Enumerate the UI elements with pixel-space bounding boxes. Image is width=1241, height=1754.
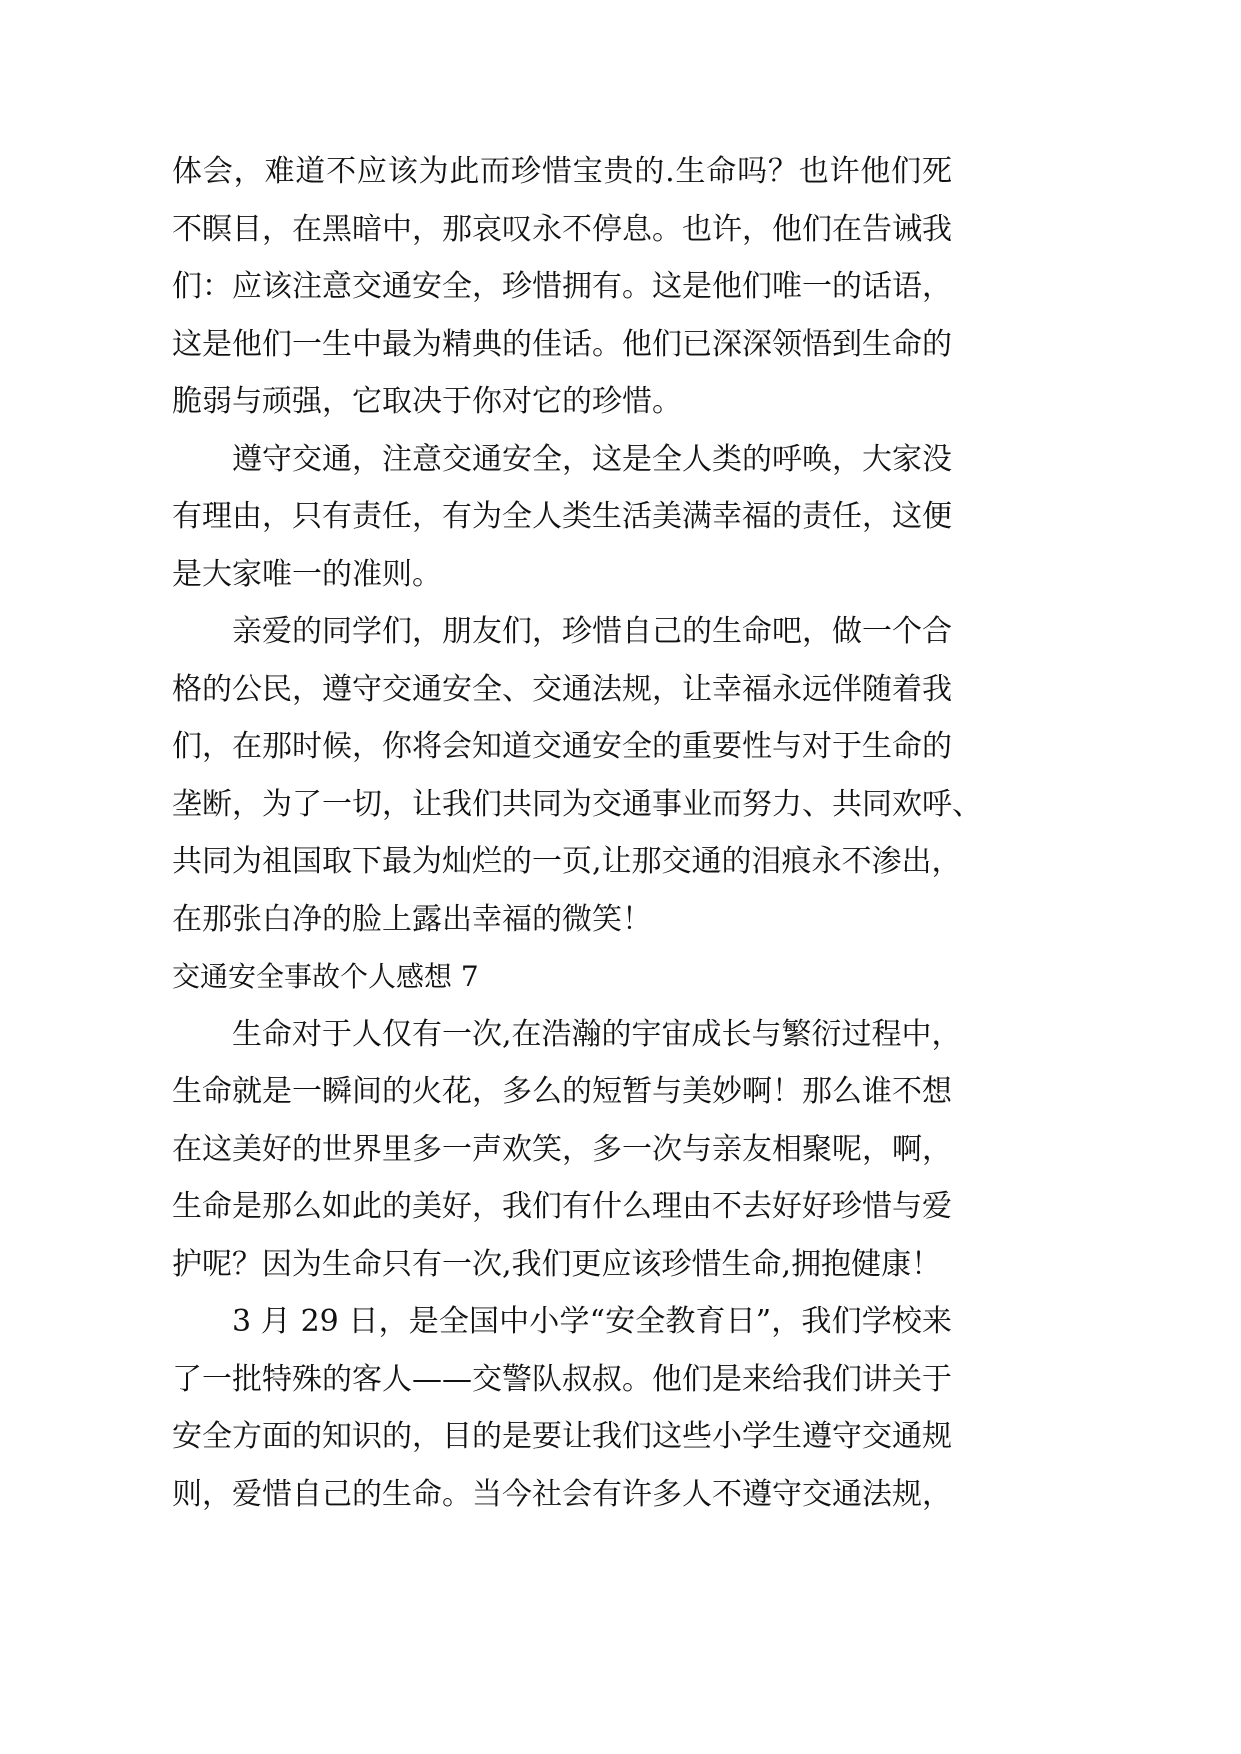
text-line: 不瞑目，在黑暗中，那哀叹永不停息。也许，他们在告诫我 [172, 211, 952, 247]
paragraph [172, 1006, 962, 1294]
text-line: 在那张白净的脸上露出幸福的微笑！ [172, 901, 652, 937]
text-line: 脆弱与顽强，它取决于你对它的珍惜。 [172, 384, 682, 419]
text-line: 生命是那么如此的美好，我们有什么理由不去好好珍惜与爱 [172, 1189, 952, 1224]
text-line: 是大家唯一的准则。 [172, 556, 442, 592]
document-body [172, 143, 982, 1523]
text-line: 生命对于人仅有一次,在浩瀚的宇宙成长与繁衍过程中， [232, 1016, 962, 1052]
text-line: 们：应该注意交通安全，珍惜拥有。这是他们唯一的话语， [172, 269, 952, 304]
text-line: 体会，难道不应该为此而珍惜宝贵的.生命吗？也许他们死 [172, 154, 952, 189]
text-line: 共同为祖国取下最为灿烂的一页,让那交通的泪痕永不渗出， [172, 844, 962, 879]
text-line: 了一批特殊的客人——交警队叔叔。他们是来给我们讲关于 [172, 1361, 952, 1397]
text-line: 格的公民，遵守交通安全、交通法规，让幸福永远伴随着我 [172, 671, 952, 707]
text-line: 安全方面的知识的，目的是要让我们这些小学生遵守交通规 [172, 1419, 952, 1454]
text-line: 3 月 29 日，是全国中小学“安全教育日”，我们学校来 [232, 1304, 952, 1339]
text-line: 们，在那时候，你将会知道交通安全的重要性与对于生命的 [172, 729, 952, 764]
text-line: 护呢？因为生命只有一次,我们更应该珍惜生命,拥抱健康！ [172, 1246, 942, 1282]
text-line: 有理由，只有责任，有为全人类生活美满幸福的责任，这便 [172, 499, 952, 534]
text-line: 遵守交通，注意交通安全，这是全人类的呼唤，大家没 [232, 441, 952, 477]
text-line: 这是他们一生中最为精典的佳话。他们已深深领悟到生命的 [172, 326, 952, 362]
text-line: 在这美好的世界里多一声欢笑，多一次与亲友相聚呢，啊， [172, 1131, 952, 1167]
paragraph [172, 143, 952, 431]
text-line: 生命就是一瞬间的火花，多么的短暂与美妙啊！那么谁不想 [172, 1074, 952, 1109]
text-line: 则，爱惜自己的生命。当今社会有许多人不遵守交通法规， [172, 1476, 952, 1512]
text-line: 亲爱的同学们，朋友们，珍惜自己的生命吧，做一个合 [232, 614, 952, 649]
paragraph [172, 603, 982, 948]
paragraph [172, 1293, 952, 1523]
section-heading: 交通安全事故个人感想 7 [172, 960, 479, 993]
text-line: 垄断，为了一切，让我们共同为交通事业而努力、共同欢呼、 [172, 786, 982, 822]
paragraph [172, 431, 952, 604]
